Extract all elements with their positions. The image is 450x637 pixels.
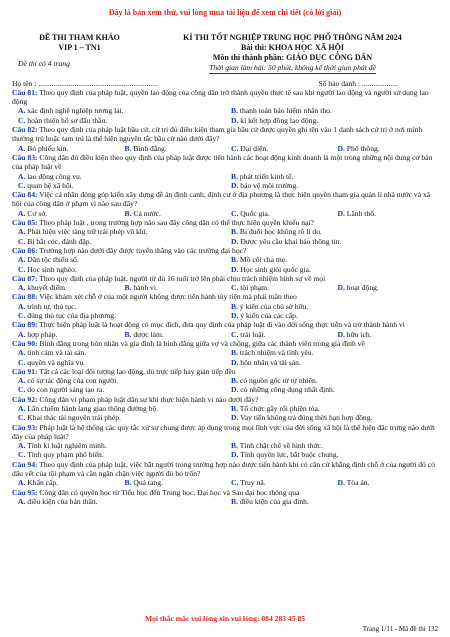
answer-options	[12, 497, 438, 506]
question-stem	[12, 292, 438, 301]
option-text: Tính quy phạm phổ biến.	[27, 450, 104, 460]
option-text: Phổ thông.	[346, 143, 380, 153]
option-text: Học sinh giỏi quốc gia.	[240, 264, 311, 274]
answer-option	[12, 255, 225, 264]
answer-option	[12, 302, 225, 311]
option-text: Bình đẳng.	[133, 143, 167, 153]
option-text: hành vi.	[133, 283, 158, 293]
answer-options	[12, 255, 438, 274]
option-letter: D.	[337, 143, 345, 153]
option-text: hợp pháp.	[27, 329, 58, 339]
option-text: hoạt động.	[346, 283, 379, 293]
option-letter: B.	[124, 283, 132, 293]
answer-option	[332, 283, 439, 292]
question-text: Công dân có quyền học từ Tiểu học đến Trung học, Đại học và Sau đại học thông qua	[37, 487, 300, 497]
question-item	[12, 460, 438, 488]
answer-options	[12, 404, 438, 423]
option-letter: C.	[18, 264, 26, 274]
option-text: điều kiện của gia đình.	[239, 496, 309, 506]
exam-duration: Thời gian làm bài: 50 phút, không kể thời gian phát đề	[209, 63, 376, 73]
answer-options	[12, 478, 438, 487]
header-right	[147, 33, 438, 73]
option-letter: D.	[231, 385, 239, 395]
answer-option	[225, 283, 332, 292]
option-text: Tổ chức gây rối phiên tòa.	[239, 403, 320, 413]
answer-option	[12, 376, 225, 385]
question-number: Câu 82:	[12, 125, 38, 135]
question-text: Theo quy định của pháp luật, việc bắt người trong trường hợp nào được tiến hành khi có căn cứ khẳng định chỗ ở của người đó có dấu vết của tội phạm và cần ngăn chặn việc người đó bỏ trốn?	[12, 459, 435, 479]
option-text: Bị đuổi học không rõ lí do.	[239, 227, 322, 237]
answer-option	[225, 311, 438, 320]
question-text: Pháp luật là hệ thống các quy tắc xử sự chung được áp dụng trong mọi lĩnh vực của đời sống xã hội là thể hiện đặc trưng nào dưới đây của pháp luật?	[12, 422, 435, 441]
option-letter: D.	[337, 283, 345, 293]
option-text: thanh toán bảo hiểm nhân thọ.	[239, 106, 332, 116]
question-item	[12, 423, 438, 460]
option-letter: A.	[18, 329, 26, 339]
question-number: Câu 85:	[12, 218, 38, 228]
option-letter: A.	[18, 403, 26, 413]
answer-option	[119, 209, 226, 218]
option-letter: A.	[18, 496, 26, 506]
question-number: Câu 88:	[12, 292, 38, 302]
option-letter: B.	[231, 403, 238, 413]
option-letter: B.	[231, 348, 238, 358]
option-text: hôn nhân và tài sản.	[240, 357, 301, 367]
header-left	[12, 33, 147, 73]
question-stem	[12, 88, 438, 107]
option-letter: C.	[231, 143, 239, 153]
question-number: Câu 93:	[12, 422, 38, 432]
answer-option	[12, 209, 119, 218]
question-item	[12, 88, 438, 125]
question-item	[12, 125, 438, 153]
option-text: có sự tác động của con người.	[27, 376, 119, 386]
answer-options	[12, 330, 438, 339]
question-stem	[12, 423, 438, 442]
answer-option	[225, 404, 438, 413]
question-text: Tất cả các loại đối tượng lao động, dù trực tiếp hay gián tiếp đều	[37, 366, 236, 376]
answer-option	[225, 376, 438, 385]
answer-option	[12, 404, 225, 413]
option-letter: D.	[231, 413, 239, 423]
answer-option	[225, 181, 438, 190]
option-text: Bỏ phiếu kín.	[27, 143, 69, 153]
answer-options	[12, 144, 438, 153]
question-text: Việc khám xét chỗ ở của một người không được tiến hành tùy tiện mà phải tuân theo	[37, 292, 297, 302]
option-letter: D.	[231, 264, 239, 274]
answer-option	[225, 441, 438, 450]
option-text: Khai thác tài nguyên trái phép.	[27, 413, 121, 423]
option-letter: C.	[18, 236, 26, 246]
option-letter: B.	[231, 171, 238, 181]
option-text: trình tự, thủ tục.	[27, 301, 77, 311]
option-text: kí kết hợp đồng lao động.	[240, 115, 319, 125]
option-letter: A.	[18, 301, 26, 311]
option-text: Lãnh thổ.	[346, 208, 376, 218]
answer-option	[225, 497, 438, 506]
option-text: khuyết điểm.	[27, 283, 67, 293]
option-text: có nguồn gốc từ tự nhiên.	[239, 376, 318, 386]
option-text: có những công dụng nhất định.	[240, 385, 335, 395]
answer-option	[225, 172, 438, 181]
option-text: Cả nước.	[133, 208, 161, 218]
option-text: Học sinh nghèo.	[27, 264, 77, 274]
question-stem	[12, 125, 438, 144]
question-number: Câu 86:	[12, 245, 38, 255]
candidate-name-field: Họ tên : ...............................................................	[12, 78, 158, 88]
question-stem	[12, 395, 438, 404]
option-letter: A.	[18, 106, 26, 116]
answer-option	[225, 302, 438, 311]
question-number: Câu 83:	[12, 152, 38, 162]
question-text: Công dân đủ điều kiện theo quy định của pháp luật được tiến hành các hoạt động kinh doanh là một trong những nội dung cơ bản của pháp luật về	[12, 152, 433, 172]
question-item	[12, 339, 438, 367]
option-letter: C.	[231, 283, 239, 293]
option-text: Cơ sở.	[27, 208, 48, 218]
answer-options	[12, 172, 438, 191]
option-letter: A.	[18, 376, 26, 386]
answer-option	[225, 265, 438, 274]
option-letter: D.	[231, 450, 239, 460]
question-text: Công dân vi phạm pháp luật dân sự khi thực hiện hành vi nào dưới đây?	[37, 394, 259, 404]
option-letter: B.	[231, 255, 238, 265]
option-text: đúng thủ tục của địa phương.	[27, 311, 116, 321]
option-letter: B.	[124, 208, 132, 218]
option-letter: A.	[18, 255, 26, 265]
page-count-note: Đề thi có 4 trang	[18, 59, 70, 69]
option-text: hoàn thiện hồ sơ đấu thầu.	[27, 115, 108, 125]
answer-option	[225, 413, 438, 422]
answer-option	[12, 227, 225, 236]
option-letter: D.	[231, 180, 239, 190]
question-number: Câu 87:	[12, 273, 38, 283]
option-letter: B.	[124, 329, 132, 339]
question-text: Theo quy định của pháp luật bầu cử, cử tri đủ điều kiện tham gia bầu cử được quyền ghi tên vào 1 danh sách cử tri ở nơi mình thường trú hoặc tạm trú là thể hiện nguyên tắc bầu cử nào dưới đây?	[12, 125, 423, 144]
answer-option	[119, 478, 226, 487]
answer-option	[225, 358, 438, 367]
question-text: Thực hiện pháp luật là hoạt động có mục đích, đưa quy định của pháp luật đi vào đời sống thực tiễn và trở thành hành vi	[37, 320, 405, 330]
exam-header	[12, 33, 438, 73]
option-letter: A.	[18, 208, 26, 218]
option-text: hữu ích.	[346, 329, 372, 339]
option-letter: B.	[124, 143, 132, 153]
option-letter: C.	[18, 357, 26, 367]
option-text: Quả tang.	[133, 478, 163, 488]
option-text: trái luật.	[240, 329, 266, 339]
option-text: Lấn chiếm hành lang giao thông đường bộ.	[27, 403, 159, 413]
question-item	[12, 395, 438, 423]
option-letter: B.	[231, 227, 238, 237]
answer-option	[225, 209, 332, 218]
option-letter: C.	[231, 329, 239, 339]
question-number: Câu 90:	[12, 338, 38, 348]
question-text: Trường hợp nào dưới đây được tuyển thẳng vào các trường đại học?	[37, 245, 247, 255]
answer-option	[225, 385, 438, 394]
answer-option	[12, 283, 119, 292]
answer-option	[225, 255, 438, 264]
answer-option	[119, 144, 226, 153]
answer-option	[12, 144, 119, 153]
answer-option	[225, 450, 438, 459]
option-letter: B.	[124, 478, 132, 488]
option-text: Vay tiền không trả đúng thời hạn hợp đồng.	[240, 413, 373, 423]
option-text: lao động công vụ.	[27, 171, 82, 181]
answer-option	[12, 497, 225, 506]
question-number: Câu 89:	[12, 320, 38, 330]
answer-option	[225, 116, 438, 125]
option-text: tội phạm.	[240, 283, 269, 293]
option-letter: C.	[18, 450, 26, 460]
answer-option	[225, 106, 438, 115]
option-text: Tính chặt chẽ về hình thức.	[239, 441, 323, 451]
question-text: Theo quy định của pháp luật, người từ đủ 16 tuổi trở lên phải chịu trách nhiệm hình sự về mọi	[37, 273, 326, 283]
answer-option	[12, 478, 119, 487]
answer-options	[12, 283, 438, 292]
answer-option	[119, 283, 226, 292]
option-text: ý kiến của chủ sở hữu.	[239, 301, 309, 311]
question-stem	[12, 488, 438, 497]
option-text: Đại diện.	[240, 143, 269, 153]
option-letter: A.	[18, 478, 26, 488]
option-letter: D.	[231, 236, 239, 246]
option-letter: B.	[231, 301, 238, 311]
option-letter: B.	[231, 496, 238, 506]
option-text: Quốc gia.	[240, 208, 270, 218]
exam-title: KÌ THI TỐT NGHIỆP TRUNG HỌC PHỔ THÔNG NĂM 2024	[183, 33, 402, 43]
exam-type: ĐỀ THI THAM KHẢO	[39, 33, 120, 43]
answer-options	[12, 106, 438, 125]
answer-option	[332, 478, 439, 487]
option-text: Được yêu cầu khai báo thông tin.	[240, 236, 342, 246]
option-letter: A.	[18, 143, 26, 153]
option-letter: D.	[337, 208, 345, 218]
option-letter: A.	[18, 348, 26, 358]
question-stem	[12, 153, 438, 172]
question-stem	[12, 274, 438, 283]
candidate-id-field: Số báo danh : ...................	[318, 78, 398, 88]
answer-option	[12, 172, 225, 181]
question-stem	[12, 367, 438, 376]
option-text: Phát hiện việc tàng trữ trái phép vũ khí.	[27, 227, 148, 237]
question-text: Việc cá nhân đóng góp kiến xây dựng đề án định canh, định cư ở địa phương là thực hiện quyền tham gia quản lí nhà nước và xã hội của công dân ở phạm vi nào sau đây?	[12, 190, 431, 209]
answer-option	[225, 478, 332, 487]
option-text: Bị bắt cóc, đánh đập.	[27, 236, 92, 246]
exam-component: Môn thi thành phần: GIÁO DỤC CÔNG DÂN	[212, 53, 373, 63]
option-letter: B.	[231, 106, 238, 116]
option-letter: C.	[18, 311, 26, 321]
answer-option	[12, 181, 225, 190]
answer-option	[119, 330, 226, 339]
exam-subject: Bài thi: KHOA HỌC XÃ HỘI	[241, 43, 344, 53]
option-letter: C.	[18, 115, 26, 125]
option-text: quyền và nghĩa vụ.	[27, 357, 86, 367]
question-item	[12, 367, 438, 395]
answer-option	[12, 441, 225, 450]
question-number: Câu 81:	[12, 87, 38, 97]
question-text: Bình đẳng trong hôn nhân và gia đình là bình đẳng giữa vợ và chồng, giữa các thành viên trong gia đình về	[37, 338, 365, 348]
answer-options	[12, 227, 438, 246]
option-text: phát triển kinh tế.	[239, 171, 294, 181]
question-item	[12, 320, 438, 339]
question-stem	[12, 339, 438, 348]
preview-banner: Đây là bản xem thử, vui lòng mua tài liệu để xem chi tiết (có lời giải)	[108, 8, 342, 17]
question-stem	[12, 320, 438, 329]
answer-option	[12, 358, 225, 367]
option-text: Truy nã.	[240, 478, 266, 488]
answer-option	[225, 237, 438, 246]
answer-option	[225, 144, 332, 153]
answer-option	[12, 237, 225, 246]
option-text: bảo vệ môi trường.	[240, 180, 299, 190]
answer-options	[12, 441, 438, 460]
answer-option	[12, 348, 225, 357]
option-text: được làm.	[133, 329, 164, 339]
option-letter: C.	[231, 478, 239, 488]
answer-options	[12, 348, 438, 367]
candidate-info	[12, 79, 438, 88]
answer-option	[12, 330, 119, 339]
option-letter: A.	[18, 171, 26, 181]
question-number: Câu 91:	[12, 366, 38, 376]
answer-options	[12, 209, 438, 218]
exam-code: VIP 1 – TN1	[58, 43, 101, 53]
question-item	[12, 246, 438, 274]
option-text: Tính kỉ luật nghiêm minh.	[27, 441, 107, 451]
answer-option	[225, 348, 438, 357]
option-text: quan hệ xã hội.	[27, 180, 74, 190]
option-letter: A.	[18, 441, 26, 451]
question-text: Theo quy định của pháp luật, quyền lao động của công dân trở thành quyền thực tế sau khi người lao động và người sử dụng lao động	[12, 87, 429, 107]
question-item	[12, 190, 438, 218]
answer-option	[12, 311, 225, 320]
option-letter: D.	[231, 357, 239, 367]
option-letter: D.	[337, 478, 345, 488]
question-number: Câu 92:	[12, 394, 38, 404]
option-letter: A.	[18, 227, 26, 237]
answer-option	[332, 144, 439, 153]
option-text: do con người sáng tạo ra.	[27, 385, 105, 395]
option-letter: C.	[18, 413, 26, 423]
answer-option	[12, 413, 225, 422]
question-item	[12, 153, 438, 190]
answer-option	[332, 209, 439, 218]
option-letter: B.	[231, 441, 238, 451]
option-text: Khẩn cấp.	[27, 478, 59, 488]
option-text: ý kiến của các cấp.	[240, 311, 298, 321]
question-item	[12, 274, 438, 293]
contact-footer: Mọi thắc mắc vui lòng xin vui lòng: 084 283 45 85	[144, 614, 306, 623]
answer-option	[12, 116, 225, 125]
option-text: Mồ côi cha mẹ.	[239, 255, 288, 265]
option-letter: C.	[18, 180, 26, 190]
question-number: Câu 94:	[12, 459, 38, 469]
answer-options	[12, 376, 438, 395]
page-number: Trang 1/11 - Mã đề thi 132	[362, 625, 438, 633]
question-item	[12, 488, 438, 507]
option-letter: C.	[231, 208, 239, 218]
question-item	[12, 218, 438, 246]
option-text: Tòa án.	[346, 478, 370, 488]
answer-option	[12, 265, 225, 274]
answer-option	[12, 385, 225, 394]
question-stem	[12, 218, 438, 227]
question-stem	[12, 460, 438, 479]
option-text: Dân tộc thiểu số.	[27, 255, 79, 265]
question-text: Theo pháp luật , trong trường hợp nào sau đây công dân có thể thực hiện quyền khiếu nại?	[37, 218, 314, 228]
question-list	[12, 88, 438, 506]
option-text: trách nhiệm và tình yêu.	[239, 348, 314, 358]
answer-option	[225, 227, 438, 236]
answer-option	[225, 330, 332, 339]
question-stem	[12, 190, 438, 209]
answer-option	[332, 330, 439, 339]
answer-option	[12, 450, 225, 459]
question-stem	[12, 246, 438, 255]
option-text: Tính quyền lực, bắt buộc chung.	[240, 450, 339, 460]
option-letter: D.	[231, 115, 239, 125]
option-text: xác định nghề nghiệp tương lai.	[27, 106, 124, 116]
option-letter: C.	[18, 385, 26, 395]
option-text: điều kiện của bản thân.	[27, 496, 98, 506]
option-text: tình cảm và tài sản.	[27, 348, 87, 358]
option-letter: B.	[231, 376, 238, 386]
question-number: Câu 84:	[12, 190, 38, 200]
option-letter: D.	[337, 329, 345, 339]
question-number: Câu 95:	[12, 487, 38, 497]
option-letter: A.	[18, 283, 26, 293]
answer-option	[12, 106, 225, 115]
option-letter: D.	[231, 311, 239, 321]
question-item	[12, 292, 438, 320]
answer-options	[12, 302, 438, 321]
